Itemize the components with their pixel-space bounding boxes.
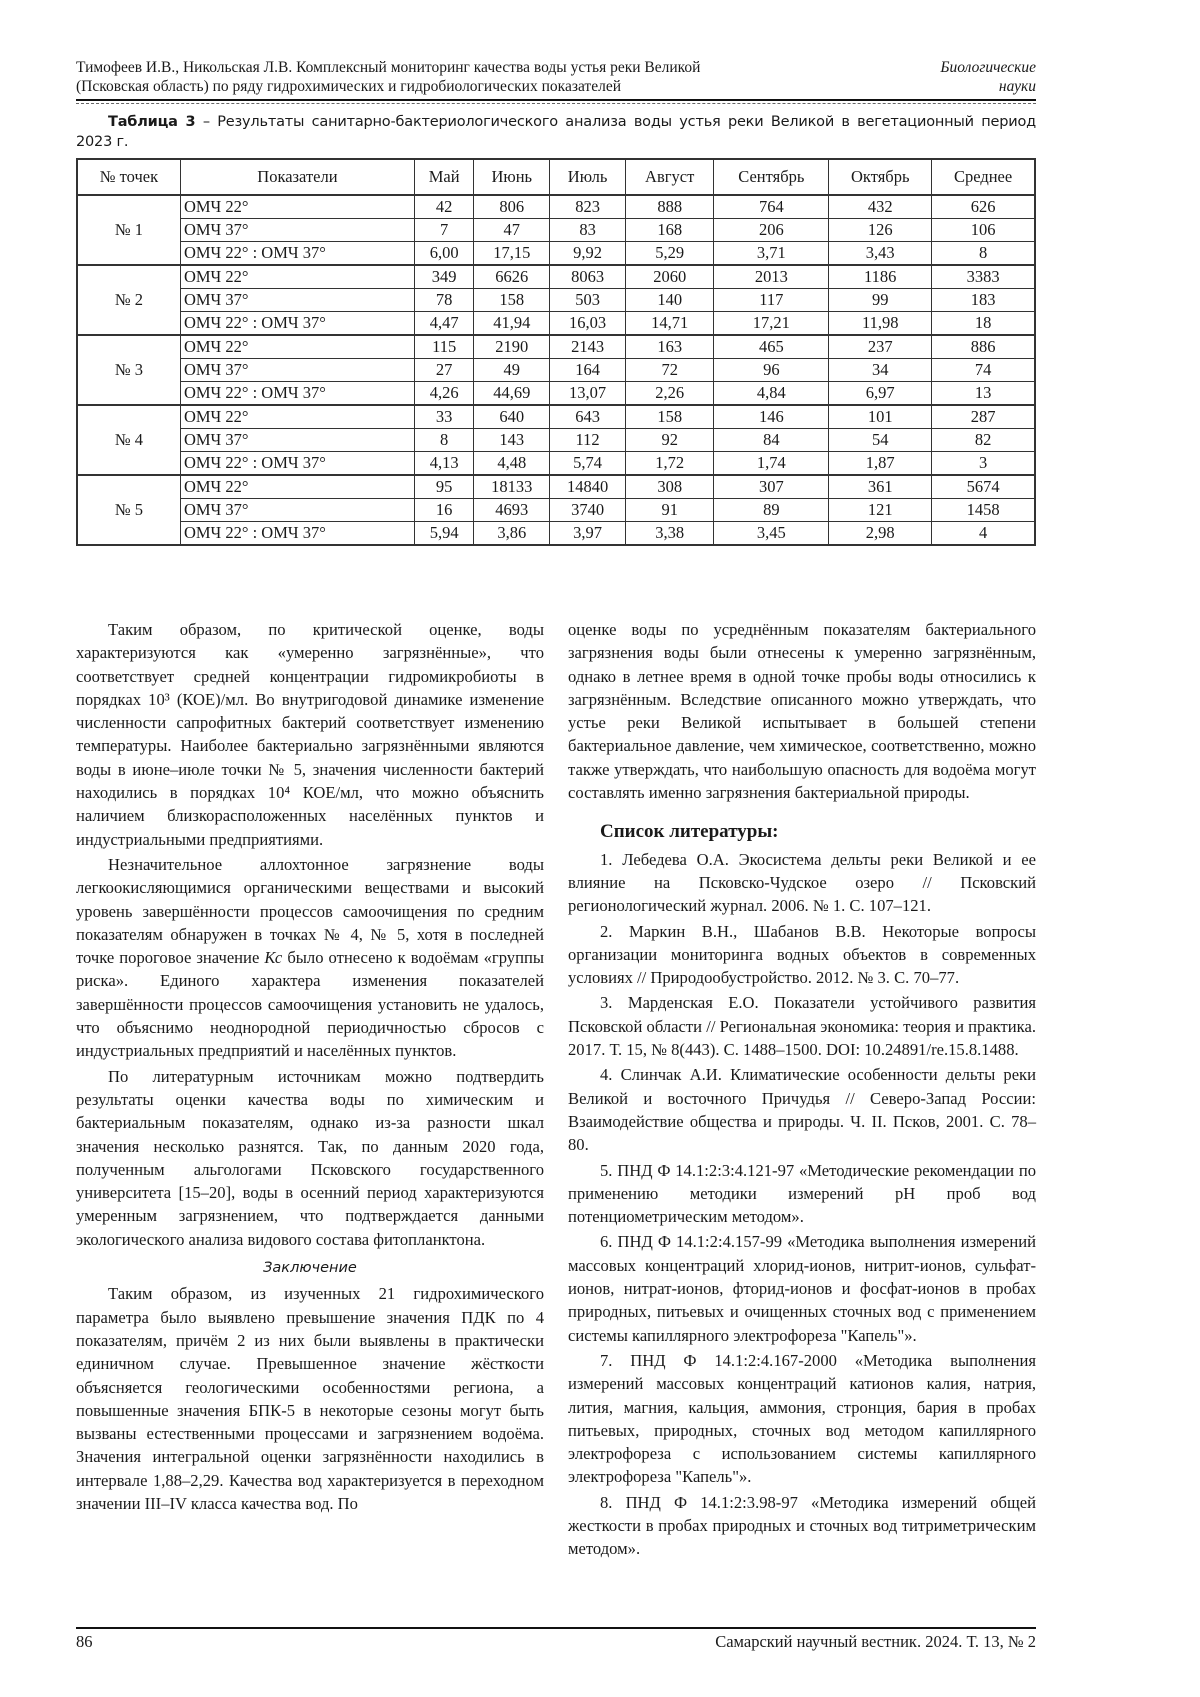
indicator-cell: ОМЧ 22° [180,405,414,429]
body-columns [76,618,1036,1561]
value-cell: 2,98 [829,522,932,546]
indicator-cell: ОМЧ 22° [180,265,414,289]
value-cell: 27 [414,359,473,382]
header-line-2: (Псковская область) по ряду гидрохимических и гидробиологических показателей [76,78,621,95]
value-cell: 74 [932,359,1035,382]
value-cell: 83 [550,219,626,242]
table-row [77,289,1035,312]
value-cell: 640 [474,405,550,429]
reference-item: 6. ПНД Ф 14.1:2:4.157-99 «Методика выполнения измерений массовых концентраций хлорид-ионов, нитрит-ионов, сульфат-ионов, нитрат-ионов, фторид-ионов и фосфат-ионов в пробах природных, питьевых и очищенных сточных вод с применением системы капиллярного электрофореза "Капель"». [568,1232,1036,1345]
reference-item: 5. ПНД Ф 14.1:2:3:4.121-97 «Методические рекомендации по применению методики измерений pH проб вод потенциометрическим методом». [568,1160,1036,1227]
value-cell: 99 [829,289,932,312]
value-cell: 34 [829,359,932,382]
value-cell: 3,38 [625,522,713,546]
indicator-cell: ОМЧ 22° [180,335,414,359]
value-cell: 237 [829,335,932,359]
value-cell: 823 [550,195,626,219]
value-cell: 112 [550,429,626,452]
reference-item: 8. ПНД Ф 14.1:2:3.98-97 «Методика измерений общей жесткости в пробах природных и сточных вод титриметрическим методом». [568,1492,1036,1559]
reference-item: 2. Маркин В.Н., Шабанов В.В. Некоторые вопросы организации мониторинга водных объектов в современных условиях // Природообустройство. 2012. № 3. С. 70–77. [568,921,1036,988]
value-cell: 432 [829,195,932,219]
value-cell: 49 [474,359,550,382]
value-cell: 6,00 [414,242,473,266]
column-header: Май [414,159,473,195]
header-rule-dashed [76,103,1036,104]
value-cell: 13,07 [550,382,626,406]
page-number: 86 [76,1632,93,1651]
footer [76,1632,1036,1652]
indicator-cell: ОМЧ 37° [180,499,414,522]
value-cell: 4 [932,522,1035,546]
table-row [77,242,1035,266]
value-cell: 17,21 [714,312,829,336]
value-cell: 117 [714,289,829,312]
column-header: Июль [550,159,626,195]
paragraph-continued: оценке воды по усреднённым показателям бактериального загрязнения воды были отнесены к умеренно загрязнённым, однако в летнее время в одной точке пробы воды относились к загрязнённым. Вследствие описанного можно утверждать, что устье реки Великой испытывает в большей степени бактериальное давление, чем химическое, соответственно, можно также утверждать, что наибольшую опасность для водоёма могут составлять именно загрязнения бактериальной природы. [568,620,1036,803]
value-cell: 4693 [474,499,550,522]
value-cell: 3 [932,452,1035,476]
reference-item: 4. Слинчак А.И. Климатические особенности дельты реки Великой и восточного Причудья // Северо-Запад России: Взаимодействие общества и природы. Ч. II. Псков, 2001. С. 78–80. [568,1065,1036,1155]
value-cell: 764 [714,195,829,219]
column-header: № точек [77,159,180,195]
value-cell: 3,97 [550,522,626,546]
running-header-section [940,58,1036,96]
table-row [77,429,1035,452]
value-cell: 16 [414,499,473,522]
value-cell: 18 [932,312,1035,336]
value-cell: 206 [714,219,829,242]
value-cell: 4,84 [714,382,829,406]
indicator-cell: ОМЧ 22° [180,195,414,219]
running-header-title [76,58,896,96]
table-row [77,475,1035,499]
value-cell: 6,97 [829,382,932,406]
value-cell: 806 [474,195,550,219]
table-row [77,359,1035,382]
indicator-cell: ОМЧ 22° : ОМЧ 37° [180,242,414,266]
value-cell: 106 [932,219,1035,242]
value-cell: 3,45 [714,522,829,546]
value-cell: 163 [625,335,713,359]
italic-term: Кс [264,948,283,968]
section-title: Заключение [263,1260,357,1277]
value-cell: 643 [550,405,626,429]
value-cell: 3,43 [829,242,932,266]
value-cell: 7 [414,219,473,242]
table-row [77,382,1035,406]
indicator-cell: ОМЧ 22° : ОМЧ 37° [180,382,414,406]
point-cell: № 1 [77,195,180,265]
indicator-cell: ОМЧ 37° [180,219,414,242]
value-cell: 44,69 [474,382,550,406]
value-cell: 8063 [550,265,626,289]
value-cell: 5,94 [414,522,473,546]
value-cell: 146 [714,405,829,429]
table-caption-text: – Результаты санитарно-бактериологического анализа воды устья реки Великой в вегетационный период 2023 г. [76,114,1036,150]
value-cell: 47 [474,219,550,242]
table-caption-label: Таблица 3 [108,114,196,130]
value-cell: 140 [625,289,713,312]
indicator-cell: ОМЧ 22° : ОМЧ 37° [180,312,414,336]
value-cell: 126 [829,219,932,242]
point-cell: № 5 [77,475,180,545]
table-row [77,195,1035,219]
value-cell: 54 [829,429,932,452]
value-cell: 95 [414,475,473,499]
column-header: Среднее [932,159,1035,195]
table-row [77,335,1035,359]
paragraph-text: было отнесено к водоёмам «группы риска». Единого характера изменения показателей завершённости процессов самоочищения установить не удалось, что объяснимо неоднородной периодичностью сбросов с индустриальных предприятий и населённых пунктов. [76,948,544,1061]
value-cell: 8 [414,429,473,452]
value-cell: 1458 [932,499,1035,522]
point-cell: № 2 [77,265,180,335]
value-cell: 42 [414,195,473,219]
value-cell: 8 [932,242,1035,266]
footer-rule [76,1627,1036,1629]
value-cell: 2190 [474,335,550,359]
value-cell: 14,71 [625,312,713,336]
value-cell: 96 [714,359,829,382]
value-cell: 17,15 [474,242,550,266]
value-cell: 18133 [474,475,550,499]
references-list [568,848,1036,1561]
value-cell: 2013 [714,265,829,289]
value-cell: 465 [714,335,829,359]
journal-citation: Самарский научный вестник. 2024. Т. 13, № 2 [715,1632,1036,1651]
references-title: Список литературы: [600,821,779,843]
value-cell: 14840 [550,475,626,499]
column-header: Показатели [180,159,414,195]
table-row [77,522,1035,546]
paragraph-text: Незначительное аллохтонное загрязнение воды легкоокисляющимися органическими веществами и высокий уровень завершённости процессов самоочищения по средним показателям обнаружен в точках № 4, № 5, хотя в последней точке пороговое значение [76,854,544,968]
value-cell: 308 [625,475,713,499]
value-cell: 361 [829,475,932,499]
indicator-cell: ОМЧ 37° [180,289,414,312]
value-cell: 92 [625,429,713,452]
value-cell: 6626 [474,265,550,289]
value-cell: 13 [932,382,1035,406]
value-cell: 3,86 [474,522,550,546]
value-cell: 115 [414,335,473,359]
column-header: Август [625,159,713,195]
table-row [77,452,1035,476]
table-row [77,405,1035,429]
paragraph: Таким образом, из изученных 21 гидрохимического параметра было выявлено превышение значения ПДК по 4 показателям, причём 2 из них были выявлены в практически единичном случае. Превышенное значение жёсткости объясняется геологическими особенностями региона, а повышенные значения БПК-5 в некоторые сезоны могут быть вызваны естественными процессами и загрязнением водоёма. Значения интегральной оценки загрязнённости находились в интервале 1,88–2,29. Качества вод характеризуется в переходном значении III–IV класса качества вод. По [76,1284,544,1513]
header-rule [76,99,1036,101]
header-line-1: Тимофеев И.В., Никольская Л.В. Комплексный мониторинг качества воды устья реки Великой [76,59,701,76]
value-cell: 158 [625,405,713,429]
value-cell: 158 [474,289,550,312]
value-cell: 4,47 [414,312,473,336]
value-cell: 1,72 [625,452,713,476]
value-cell: 1,87 [829,452,932,476]
value-cell: 3740 [550,499,626,522]
reference-item: 1. Лебедева О.А. Экосистема дельты реки Великой и ее влияние на Псковско-Чудское озеро // Псковский регионологический журнал. 2006. № 1. С. 107–121. [568,849,1036,916]
value-cell: 886 [932,335,1035,359]
page [76,58,1036,546]
value-cell: 4,48 [474,452,550,476]
reference-item: 7. ПНД Ф 14.1:2:4.167-2000 «Методика выполнения измерений массовых концентраций катионов калия, натрия, лития, магния, кальция, аммония, стронция, бария в пробах питьевых, природных, сточных вод методом капиллярного электрофореза с использованием системы капиллярного электрофореза "Капель"». [568,1350,1036,1487]
table-header-row [77,159,1035,195]
value-cell: 307 [714,475,829,499]
value-cell: 503 [550,289,626,312]
value-cell: 5,29 [625,242,713,266]
running-header [76,58,1036,96]
column-header: Июнь [474,159,550,195]
value-cell: 11,98 [829,312,932,336]
indicator-cell: ОМЧ 37° [180,359,414,382]
paragraph [76,853,544,1063]
value-cell: 82 [932,429,1035,452]
value-cell: 4,26 [414,382,473,406]
table-row [77,312,1035,336]
value-cell: 888 [625,195,713,219]
header-section-line-1: Биологические [940,59,1036,76]
table-row [77,219,1035,242]
value-cell: 164 [550,359,626,382]
value-cell: 16,03 [550,312,626,336]
value-cell: 143 [474,429,550,452]
value-cell: 3383 [932,265,1035,289]
value-cell: 5,74 [550,452,626,476]
value-cell: 349 [414,265,473,289]
value-cell: 78 [414,289,473,312]
left-column [76,618,544,1561]
value-cell: 41,94 [474,312,550,336]
table-body [77,195,1035,545]
right-column [568,618,1036,1561]
reference-item: 3. Марденская Е.О. Показатели устойчивого развития Псковской области // Региональная экономика: теория и практика. 2017. Т. 15, № 8(443). С. 1488–1500. DOI: 10.24891/re.15.8.1488. [568,993,1036,1060]
paragraph: По литературным источникам можно подтвердить результаты оценки качества воды по химическим и бактериальным показателям, однако из-за разности шкал значения несколько разнятся. Так, по данным 2020 года, полученным альгологами Псковского государственного университета [15–20], воды в осенний период характеризуются умеренным загрязнением, что подтверждается данными экологического анализа видового состава фитопланктона. [76,1066,544,1249]
value-cell: 101 [829,405,932,429]
header-section-line-2: науки [998,78,1036,95]
value-cell: 3,71 [714,242,829,266]
column-header: Сентябрь [714,159,829,195]
value-cell: 84 [714,429,829,452]
indicator-cell: ОМЧ 22° : ОМЧ 37° [180,522,414,546]
value-cell: 121 [829,499,932,522]
paragraph: Таким образом, по критической оценке, воды характеризуются как «умеренно загрязнённые», что соответствует средней концентрации гидромикробиоты в порядках 10³ (КОЕ)/мл. Во внутригодовой динамике изменение численности сапрофитных бактерий соответствует изменению температуры. Наиболее бактериально загрязнёнными являются воды в июне–июле точки № 5, значения численности бактерий находились в порядках 10⁴ КОЕ/мл, что можно объяснить наличием близкорасположенных населённых пунктов и индустриальными предприятиями. [76,620,544,849]
value-cell: 72 [625,359,713,382]
value-cell: 4,13 [414,452,473,476]
column-header: Октябрь [829,159,932,195]
indicator-cell: ОМЧ 22° : ОМЧ 37° [180,452,414,476]
value-cell: 168 [625,219,713,242]
value-cell: 2143 [550,335,626,359]
value-cell: 2060 [625,265,713,289]
table-row [77,265,1035,289]
indicator-cell: ОМЧ 37° [180,429,414,452]
results-table [76,158,1036,546]
value-cell: 9,92 [550,242,626,266]
value-cell: 1,74 [714,452,829,476]
indicator-cell: ОМЧ 22° [180,475,414,499]
value-cell: 183 [932,289,1035,312]
point-cell: № 4 [77,405,180,475]
value-cell: 626 [932,195,1035,219]
value-cell: 287 [932,405,1035,429]
value-cell: 89 [714,499,829,522]
value-cell: 1186 [829,265,932,289]
value-cell: 5674 [932,475,1035,499]
value-cell: 91 [625,499,713,522]
table-row [77,499,1035,522]
value-cell: 2,26 [625,382,713,406]
point-cell: № 3 [77,335,180,405]
value-cell: 33 [414,405,473,429]
table-caption [76,112,1036,152]
